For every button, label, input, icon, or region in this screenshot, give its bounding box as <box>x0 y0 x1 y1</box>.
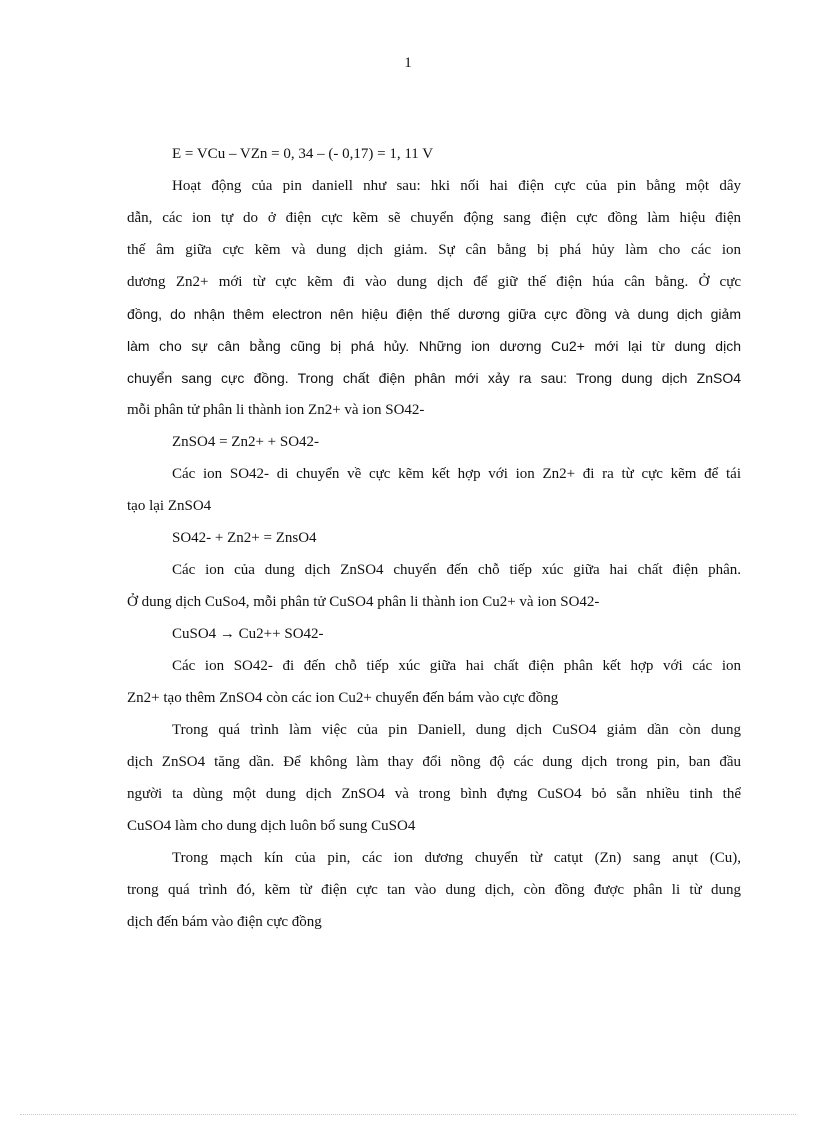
text-line: dẫn, các ion tự do ở điện cực kẽm sẽ chuyển động sang điện cực đồng làm hiệu điện <box>127 210 741 226</box>
text-line: chuyển sang cực đồng. Trong chất điện phân mới xảy ra sau: Trong dung dịch ZnSO4 <box>127 370 741 386</box>
text-line: Các ion SO42- di chuyển về cực kẽm kết hợp với ion Zn2+ đi ra từ cực kẽm để tái <box>172 466 741 482</box>
text-line: CuSO4 làm cho dung dịch luôn bổ sung CuSO4 <box>127 818 416 834</box>
text-line: Ở dung dịch CuSo4, mỗi phân tử CuSO4 phân li thành ion Cu2+ và ion SO42- <box>127 594 600 610</box>
text-line: E = VCu – VZn = 0, 34 – (- 0,17) = 1, 11 V <box>172 146 434 162</box>
text-line: đồng, do nhận thêm electron nên hiệu điện thế dương giữa cực đồng và dung dịch giảm <box>127 306 741 322</box>
text-line: ZnSO4 = Zn2+ + SO42- <box>172 434 320 450</box>
text-line: Zn2+ tạo thêm ZnSO4 còn các ion Cu2+ chuyển đến bám vào cực đồng <box>127 690 559 706</box>
text-line: người ta dùng một dung dịch ZnSO4 và trong bình đựng CuSO4 bỏ sẵn nhiều tinh thể <box>127 786 741 802</box>
text-line: Hoạt động của pin daniell như sau: hki nối hai điện cực của pin bằng một dây <box>172 178 741 194</box>
page-number: 1 <box>404 55 412 71</box>
text-line: dịch đến bám vào điện cực đồng <box>127 914 322 930</box>
text-line: làm cho sự cân bằng cũng bị phá hủy. Những ion dương Cu2+ mới lại từ dung dịch <box>127 338 741 354</box>
text-line: Trong mạch kín của pin, các ion dương chuyển từ catụt (Zn) sang anụt (Cu), <box>172 850 741 866</box>
text-line: trong quá trình đó, kẽm từ điện cực tan vào dung dịch, còn đồng được phân li từ dung <box>127 882 741 898</box>
text-line: thế âm giữa cực kẽm và dung dịch giảm. Sự cân bằng bị phá hủy làm cho các ion <box>127 242 741 258</box>
text-line: tạo lại ZnSO4 <box>127 498 212 514</box>
text-line: dương Zn2+ mới từ cực kẽm đi vào dung dịch để giữ thế điện húa cân bằng. Ở cực <box>127 274 741 290</box>
text-line: Các ion của dung dịch ZnSO4 chuyển đến chỗ tiếp xúc giữa hai chất điện phân. <box>172 562 741 578</box>
text-line: dịch ZnSO4 tăng dần. Để không làm thay đổi nồng độ các dung dịch trong pin, ban đầu <box>127 754 741 770</box>
text-line: CuSO4 → Cu2++ SO42- <box>172 626 324 642</box>
page-bottom-divider <box>20 1114 796 1115</box>
text-line: mỗi phân tử phân li thành ion Zn2+ và ion SO42- <box>127 402 425 418</box>
text-line: SO42- + Zn2+ = ZnsO4 <box>172 530 317 546</box>
document-body <box>127 138 741 938</box>
text-line: Trong quá trình làm việc của pin Daniell, dung dịch CuSO4 giảm dần còn dung <box>172 722 741 738</box>
text-line: Các ion SO42- đi đến chỗ tiếp xúc giữa hai chất điện phân kết hợp với các ion <box>172 658 741 674</box>
